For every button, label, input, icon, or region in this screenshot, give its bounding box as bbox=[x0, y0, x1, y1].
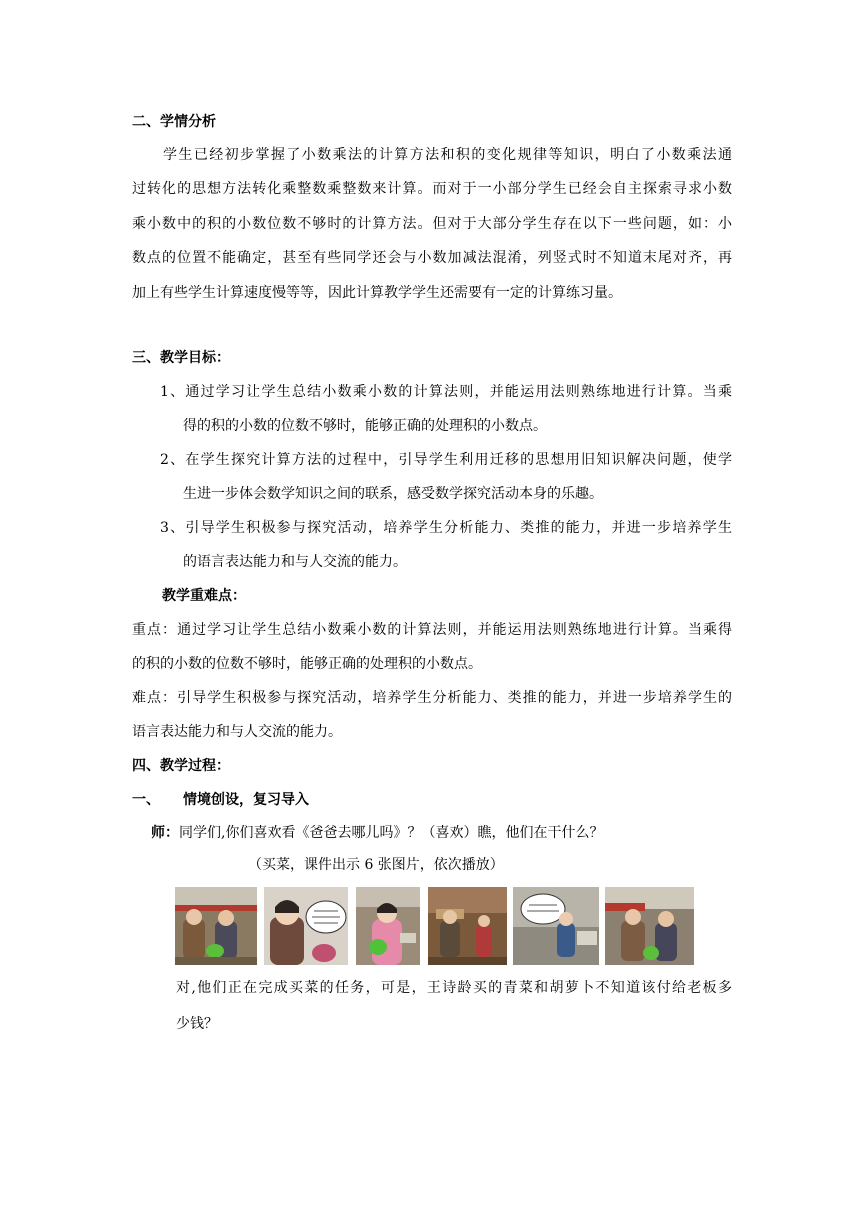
hard-point-line: 语言表达能力和与人交流的能力。 bbox=[132, 724, 342, 740]
paragraph-line: 学生已经初步掌握了小数乘法的计算方法和积的变化规律等知识，明白了小数乘法通 bbox=[163, 147, 732, 163]
key-point-line: 的积的小数的位数不够时，能够正确的处理积的小数点。 bbox=[132, 656, 482, 672]
market-photo-5 bbox=[513, 887, 599, 965]
teacher-label: 师： bbox=[151, 825, 179, 841]
photo-strip bbox=[0, 887, 860, 965]
goal-item-1: 1、通过学习让学生总结小数乘小数的计算法则，并能运用法则熟练地进行计算。当乘 bbox=[160, 384, 732, 400]
market-photo-1 bbox=[175, 887, 257, 965]
paragraph-line: 乘小数中的积的小数位数不够时的计算方法。但对于大部分学生存在以下一些问题，如：小 bbox=[132, 216, 732, 232]
paragraph-line: 数点的位置不能确定，甚至有些同学还会与小数加减法混淆，列竖式时不知道末尾对齐，再 bbox=[132, 250, 732, 266]
goal-item-3: 3、引导学生积极参与探究活动，培养学生分析能力、类推的能力，并进一步培养学生 bbox=[160, 520, 732, 536]
market-photo-2 bbox=[264, 887, 348, 965]
market-photo-4 bbox=[428, 887, 507, 965]
paragraph-line: 加上有些学生计算速度慢等等，因此计算教学学生还需要有一定的计算练习量。 bbox=[132, 285, 622, 301]
key-point-line: 重点：通过学习让学生总结小数乘小数的计算法则，并能运用法则熟练地进行计算。当乘得 bbox=[132, 622, 732, 638]
teacher-line bbox=[151, 823, 751, 843]
goal-item-2: 2、在学生探究计算方法的过程中，引导学生利用迁移的思想用旧知识解决问题，使学 bbox=[160, 452, 732, 468]
paragraph-line: 过转化的思想方法转化乘整数乘整数来计算。而对于一小部分学生已经会自主探索寻求小数 bbox=[132, 181, 732, 197]
section-heading-analysis: 二、学情分析 bbox=[132, 114, 216, 130]
difficulty-heading: 教学重难点： bbox=[162, 588, 246, 604]
hard-point-line: 难点：引导学生积极参与探究活动，培养学生分析能力、类推的能力，并进一步培养学生的 bbox=[132, 690, 732, 706]
subsection-heading: 情境创设，复习导入 bbox=[183, 792, 309, 808]
goal-item-3-cont: 的语言表达能力和与人交流的能力。 bbox=[183, 554, 407, 570]
market-photo-3 bbox=[356, 887, 420, 965]
slide-note: （买菜，课件出示 6 张图片，依次播放） bbox=[248, 857, 504, 873]
goal-item-1-cont: 得的积的小数的位数不够时，能够正确的处理积的小数点。 bbox=[183, 418, 547, 434]
section-heading-process: 四、教学过程： bbox=[132, 758, 230, 774]
subsection-number: 一、 bbox=[132, 792, 160, 808]
goal-item-2-cont: 生进一步体会数学知识之间的联系，感受数学探究活动本身的乐趣。 bbox=[183, 486, 603, 502]
narration-line: 对,他们正在完成买菜的任务，可是，王诗龄买的青菜和胡萝卜不知道该付给老板多 bbox=[176, 980, 732, 996]
teacher-text: 同学们,你们喜欢看《爸爸去哪儿吗》？（喜欢）瞧，他们在干什么？ bbox=[179, 825, 604, 841]
section-heading-goals: 三、教学目标： bbox=[132, 350, 230, 366]
market-photo-6 bbox=[605, 887, 694, 965]
narration-line: 少钱？ bbox=[176, 1016, 218, 1032]
